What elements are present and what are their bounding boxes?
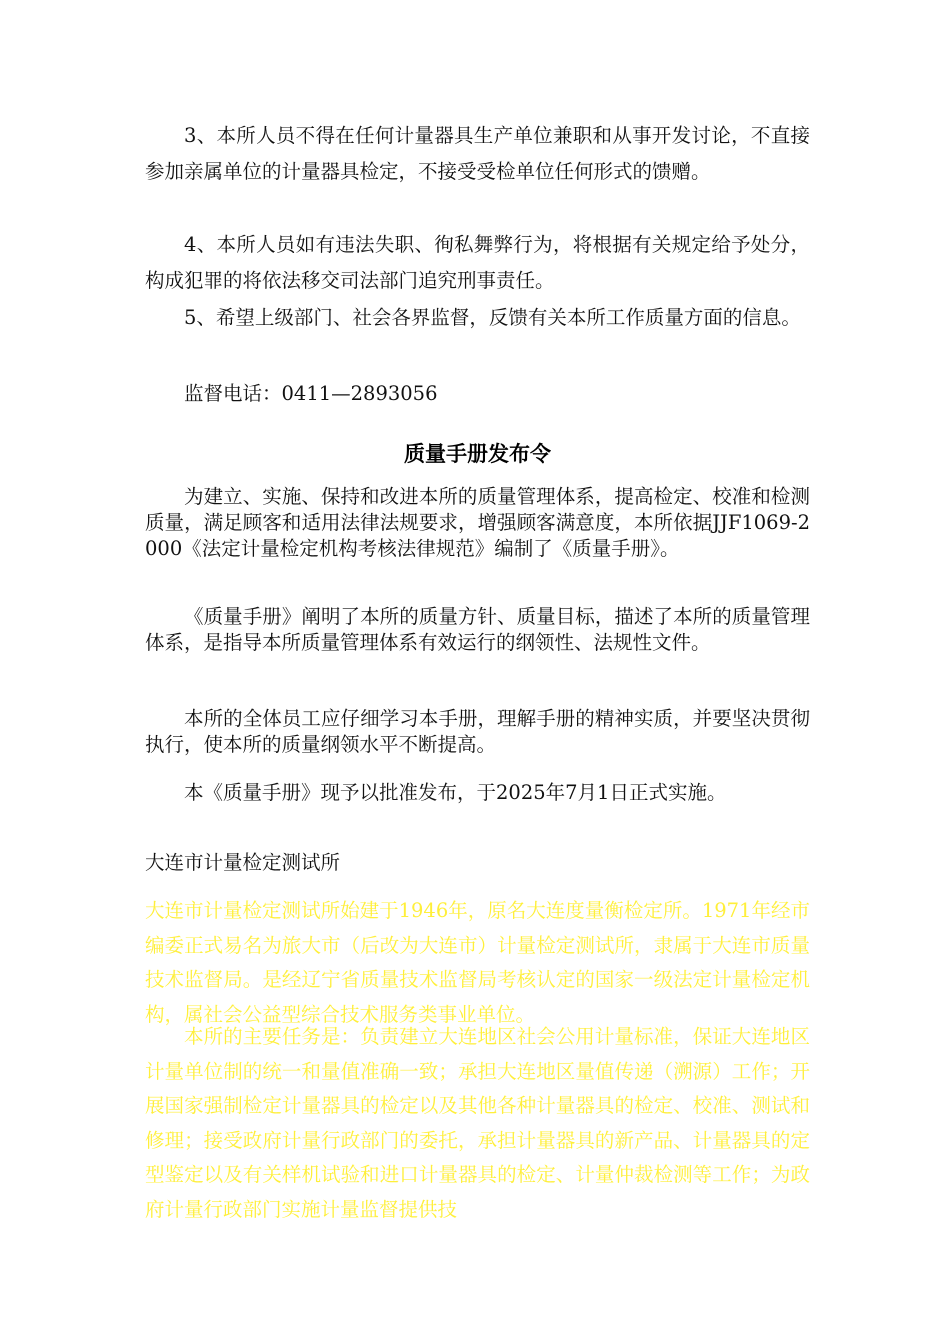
rule-3-paragraph: 3、本所人员不得在任何计量器具生产单位兼职和从事开发讨论，不直接参加亲属单位的计量器具检定，不接受受检单位任何形式的馈赠。: [145, 124, 810, 183]
institute-intro: 大连市计量检定测试所始建于1946年，原名大连度量衡检定所。1971年经市编委正式易名为旅大市（后改为大连市）计量检定测试所，隶属于大连市质量技术监督局。是经辽宁省质量技术监督局考核认定的国家一级法定计量检定机构，属社会公益型综合技术服务类事业单位。: [145, 899, 810, 1026]
decree-title: 质量手册发布令: [404, 442, 551, 466]
institute-tasks: 本所的主要任务是：负责建立大连地区社会公用计量标准，保证大连地区计量单位制的统一和量值准确一致；承担大连地区量值传递（溯源）工作；开展国家强制检定计量器具的检定以及其他各种计量器具的检定、校准、测试和修理；接受政府计量行政部门的委托，承担计量器具的新产品、计量器具的定型鉴定以及有关样机试验和进口计量器具的检定、计量仲裁检测等工作；为政府计量行政部门实施计量监督提供技: [145, 1025, 810, 1221]
decree-paragraph-3: 本所的全体员工应仔细学习本手册，理解手册的精神实质，并要坚决贯彻执行，使本所的质量纲领水平不断提高。: [145, 707, 810, 756]
decree-paragraph-1: 为建立、实施、保持和改进本所的质量管理体系，提高检定、校准和检测质量，满足顾客和适用法律法规要求，增强顾客满意度，本所依据JJF1069-2000《法定计量检定机构考核法律规范》编制了《质量手册》。: [145, 485, 810, 560]
decree-paragraph-4: 本《质量手册》现予以批准发布，于2025年7月1日正式实施。: [184, 781, 727, 804]
rule-5-paragraph: 5、希望上级部门、社会各界监督，反馈有关本所工作质量方面的信息。: [184, 306, 801, 329]
supervision-phone: 监督电话：0411—2893056: [184, 382, 438, 405]
decree-paragraph-2: 《质量手册》阐明了本所的质量方针、质量目标，描述了本所的质量管理体系，是指导本所质量管理体系有效运行的纲领性、法规性文件。: [145, 605, 810, 654]
rule-4-paragraph: 4、本所人员如有违法失职、徇私舞弊行为，将根据有关规定给予处分，构成犯罪的将依法移交司法部门追究刑事责任。: [145, 233, 810, 292]
institute-name: 大连市计量检定测试所: [145, 851, 341, 874]
